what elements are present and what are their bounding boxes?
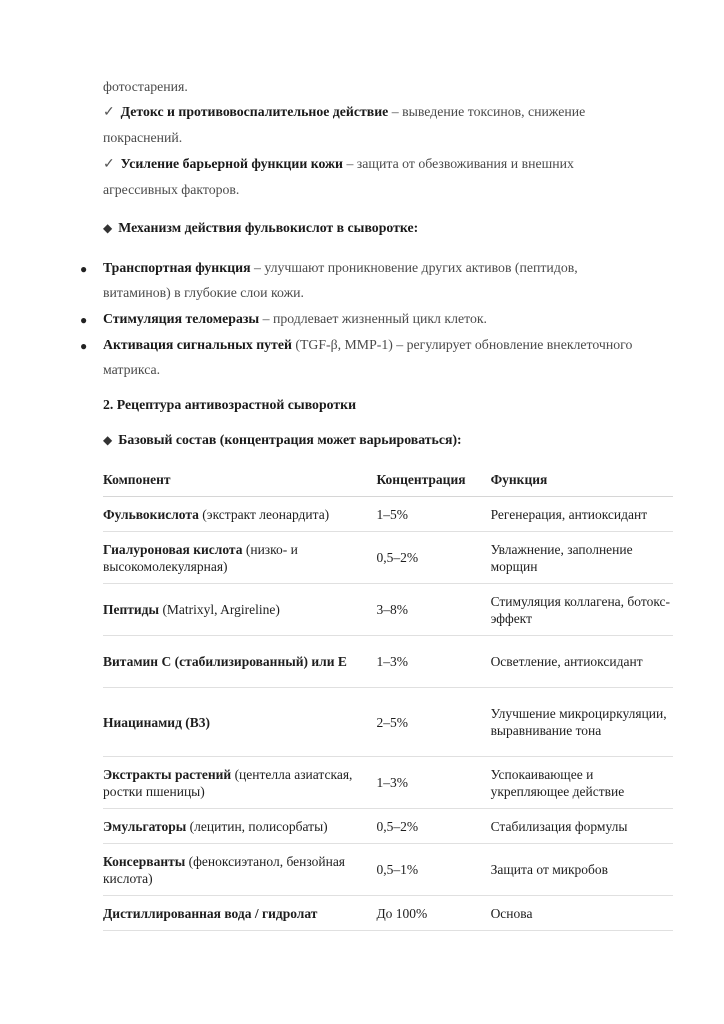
table-row [103, 636, 673, 688]
header-concentration: Концентрация [376, 463, 490, 497]
item-text: – продлевает жизненный цикл клеток. [259, 311, 487, 326]
cell-function: Регенерация, антиоксидант [491, 497, 673, 532]
table-row [103, 688, 673, 757]
bullet-icon: ● [80, 339, 88, 353]
diamond-icon: ◆ [103, 433, 113, 447]
benefit-text-continued: агрессивных факторов. [103, 182, 240, 197]
benefit-text-continued: покраснений. [103, 130, 183, 145]
cell-concentration: 3–8% [376, 584, 490, 636]
cell-component: Гиалуроновая кислота (низко- и высокомолекулярная) [103, 532, 376, 584]
table-row [103, 896, 673, 931]
table-row [103, 532, 673, 584]
header-component: Компонент [103, 463, 376, 497]
cell-concentration: 1–3% [376, 757, 490, 809]
diamond-icon: ◆ [103, 221, 113, 235]
cell-component: Фульвокислота (экстракт леонардита) [103, 497, 376, 532]
benefit-item-detox [103, 103, 585, 121]
item-text-continued: витаминов) в глубокие слои кожи. [103, 285, 304, 300]
cell-concentration: 0,5–2% [376, 809, 490, 844]
benefit-title: Усиление барьерной функции кожи [120, 156, 343, 171]
header-function: Функция [491, 463, 673, 497]
item-title: Активация сигнальных путей [103, 337, 292, 352]
check-mark-icon: ✓ [103, 104, 115, 119]
composition-subheading [103, 431, 462, 449]
cell-concentration: 2–5% [376, 688, 490, 757]
cell-concentration: 0,5–1% [376, 844, 490, 896]
cell-concentration: 1–5% [376, 497, 490, 532]
cell-function: Стабилизация формулы [491, 809, 673, 844]
cell-component: Дистиллированная вода / гидролат [103, 896, 376, 931]
cell-function: Увлажнение, заполнение морщин [491, 532, 673, 584]
subheading-text: Базовый состав (концентрация может варьироваться): [118, 432, 462, 447]
section-title [103, 396, 356, 414]
cell-component: Пептиды (Matrixyl, Argireline) [103, 584, 376, 636]
cell-component: Витамин C (стабилизированный) или E [103, 636, 376, 688]
cell-function: Основа [491, 896, 673, 931]
cell-component: Эмульгаторы (лецитин, полисорбаты) [103, 809, 376, 844]
composition-table [103, 463, 673, 931]
mechanism-heading [103, 219, 418, 237]
table-row [103, 497, 673, 532]
table-header-row [103, 463, 673, 497]
benefit-text: – выведение токсинов, снижение [388, 104, 586, 119]
cell-concentration: 1–3% [376, 636, 490, 688]
cell-function: Защита от микробов [491, 844, 673, 896]
cell-function: Успокаивающее и укрепляющее действие [491, 757, 673, 809]
section-title-text: 2. Рецептура антивозрастной сыворотки [103, 397, 357, 412]
table-row [103, 809, 673, 844]
table-row [103, 757, 673, 809]
bullet-icon: ● [80, 313, 88, 327]
mechanism-item-signaling [103, 336, 632, 354]
cell-function: Осветление, антиоксидант [491, 636, 673, 688]
cell-function: Стимуляция коллагена, ботокс-эффект [491, 584, 673, 636]
cell-concentration: 0,5–2% [376, 532, 490, 584]
table-row [103, 844, 673, 896]
check-mark-icon: ✓ [103, 156, 115, 171]
item-text-continued: матрикса. [103, 362, 161, 377]
heading-text: Механизм действия фульвокислот в сыворотке: [118, 220, 419, 235]
item-title: Транспортная функция [103, 260, 251, 275]
benefit-title: Детокс и противовоспалительное действие [120, 104, 389, 119]
mechanism-item-telomerase [103, 310, 487, 328]
table-row [103, 584, 673, 636]
bullet-icon: ● [80, 262, 88, 276]
item-title: Стимуляция теломеразы [103, 311, 260, 326]
item-text: (TGF-β, MMP-1) – регулирует обновление внеклеточного [291, 337, 633, 352]
cell-component: Консерванты (феноксиэтанол, бензойная кислота) [103, 844, 376, 896]
cell-function: Улучшение микроциркуляции, выравнивание тона [491, 688, 673, 757]
cell-component: Экстракты растений (центелла азиатская, ростки пшеницы) [103, 757, 376, 809]
mechanism-item-transport [103, 259, 578, 277]
item-text: – улучшают проникновение других активов (пептидов, [250, 260, 578, 275]
cell-component: Ниацинамид (B3) [103, 688, 376, 757]
benefit-text: – защита от обезвоживания и внешних [343, 156, 574, 171]
benefit-item-barrier [103, 155, 574, 173]
cell-concentration: До 100% [376, 896, 490, 931]
paragraph-continuation: фотостарения. [103, 79, 188, 94]
